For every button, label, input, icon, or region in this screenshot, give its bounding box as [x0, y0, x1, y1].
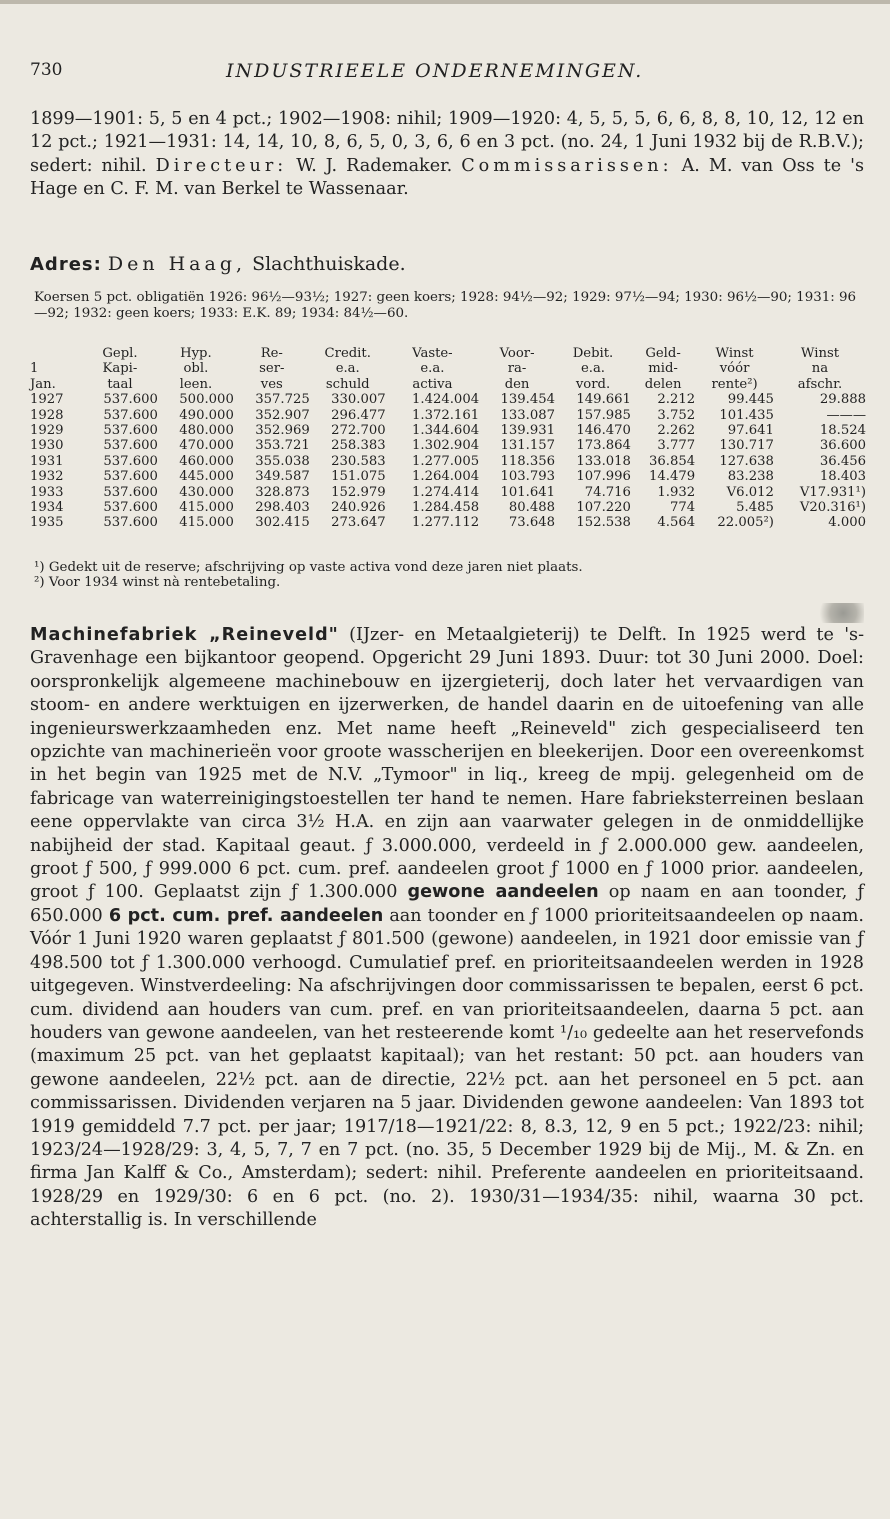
table-cell: 151.075 — [331, 469, 386, 485]
table-row — [30, 515, 866, 530]
table-header-cell: e.a. — [580, 361, 606, 377]
table-body — [30, 392, 866, 531]
table-cell: 480.000 — [179, 423, 234, 439]
table-cell: 353.721 — [255, 438, 310, 454]
table-header-cell: Kapi- — [102, 361, 138, 377]
table-cell: 537.600 — [103, 500, 158, 516]
table-year-cell: 1929 — [30, 423, 64, 439]
commissarissen-label: Commissarissen: — [461, 155, 673, 176]
table-year-cell: 1930 — [30, 438, 64, 454]
table-cell: ——— — [826, 407, 866, 423]
table-header-cell: Gepl. — [102, 346, 138, 361]
table-cell: 139.454 — [500, 392, 556, 408]
table-cell: 130.717 — [719, 438, 774, 454]
table-cell: 445.000 — [179, 469, 234, 485]
table-row — [30, 423, 866, 438]
table-header-cell: Credit. — [324, 346, 371, 361]
table-cell: 298.403 — [255, 500, 310, 516]
table-header-cell: Jan. — [30, 376, 56, 392]
table-header-cell: Winst — [715, 346, 754, 361]
table-cell: 240.926 — [331, 500, 386, 516]
table-header-cell: schuld — [325, 376, 370, 392]
table-cell: 349.587 — [255, 469, 310, 485]
table-header-cell: den — [504, 376, 530, 392]
table-header-cell: Hyp. — [180, 346, 212, 361]
table-cell: 83.238 — [727, 469, 774, 485]
table-header-cell: 1 — [30, 361, 39, 377]
table-cell: 74.716 — [584, 484, 631, 500]
table-cell: 2.212 — [657, 392, 696, 408]
table-header-row — [30, 346, 866, 361]
table-cell: V6.012 — [726, 484, 774, 500]
table-cell: 537.600 — [103, 469, 158, 485]
table-row — [30, 485, 866, 500]
table-cell: 36.600 — [819, 438, 866, 454]
table-cell: 18.403 — [819, 469, 866, 485]
table-cell: 73.648 — [508, 515, 556, 531]
table-header-row — [30, 377, 866, 392]
table-cell: 774 — [670, 500, 696, 516]
table-header-cell: afschr. — [797, 376, 843, 392]
table-cell: 500.000 — [179, 392, 234, 408]
table-year-cell: 1934 — [30, 500, 64, 516]
table-cell: 127.638 — [719, 453, 774, 469]
table-cell: 139.931 — [500, 423, 556, 439]
table-cell: 273.647 — [331, 515, 386, 531]
table-cell: 357.725 — [255, 392, 310, 408]
table-row — [30, 500, 866, 515]
table-cell: 470.000 — [179, 438, 234, 454]
table-cell: 415.000 — [179, 515, 234, 531]
table-cell: 1.277.112 — [411, 515, 480, 531]
table-cell: 1.277.005 — [411, 453, 480, 469]
table-cell: 1.274.414 — [411, 484, 480, 500]
directeur-label: Directeur: — [155, 155, 288, 176]
table-header-cell: vord. — [575, 376, 611, 392]
running-head: INDUSTRIEELE ONDERNEMINGEN. — [226, 60, 644, 82]
page-top-edge — [0, 0, 890, 4]
table-cell: 1.932 — [657, 484, 696, 500]
table-cell: 101.435 — [719, 407, 774, 423]
table-header-cell: Geld- — [645, 346, 681, 361]
koersen-line — [34, 290, 864, 321]
table-year-cell: 1931 — [30, 453, 64, 469]
table-cell: 99.445 — [727, 392, 774, 408]
table-cell: V17.931¹) — [799, 484, 866, 500]
table-cell: 103.793 — [500, 469, 556, 485]
table-cell: 328.873 — [255, 484, 310, 500]
table-year-cell: 1927 — [30, 392, 64, 408]
gewone-aandeelen-heading: gewone aandeelen — [407, 882, 599, 903]
table-cell: 537.600 — [103, 484, 158, 500]
koersen-text: Koersen 5 pct. obligatiën 1926: 96½—93½; 1927: geen koers; 1928: 94½—92; 1929: 97½—94; 1930: 96½—90; 1931: 96—92; 1932: geen koers; 1933: E.K. 89; 1934: 84½—60. — [34, 290, 857, 321]
table-cell: 352.969 — [255, 423, 310, 439]
table-cell: 1.424.004 — [411, 392, 480, 408]
table-header-cell — [30, 346, 82, 361]
table-cell: 3.752 — [657, 407, 696, 423]
table-cell: 4.000 — [828, 515, 866, 531]
table-cell: 2.262 — [657, 423, 696, 439]
table-cell: 133.087 — [500, 407, 556, 423]
table-cell: 22.005²) — [717, 515, 774, 531]
table-cell: 1.264.004 — [411, 469, 480, 485]
table-header-cell: Re- — [260, 346, 283, 361]
intro-paragraph — [30, 108, 864, 202]
table-year-cell: 1932 — [30, 469, 64, 485]
financial-table — [30, 346, 866, 531]
table-header-cell: na — [811, 361, 829, 377]
page-header — [30, 60, 866, 84]
table-header-cell: delen — [644, 376, 682, 392]
table-cell: 537.600 — [103, 515, 158, 531]
table-header-row — [30, 361, 866, 376]
table-cell: 1.302.904 — [411, 438, 480, 454]
table-notes — [34, 560, 864, 590]
table-cell: 415.000 — [179, 500, 234, 516]
table-header-cell: ra- — [507, 361, 527, 377]
table-header-cell: taal — [107, 376, 133, 392]
table-cell: 537.600 — [103, 453, 158, 469]
table-cell: 152.979 — [331, 484, 386, 500]
table-header-cell: rente²) — [711, 376, 758, 392]
firm-text: aan toonder en ƒ 1000 prioriteitsaandeelen op naam. Vóór 1 Juni 1920 waren geplaatst ƒ 801.500 (gewone) aandeelen, in 1921 door emissie van ƒ 498.500 tot ƒ 1.300.000 verhoogd. Cumulatief pref. en prioriteitsaandeelen werden in 1928 uitgegeven. Winstverdeeling: Na afschrijvingen door commissarissen te bepalen, eerst 6 pct. cum. dividend aan houders van cum. pref. en van prioriteitsaandeelen, daarna 5 pct. aan houders van gewone aandeelen, van het resteerende komt ¹/₁₀ gedeelte aan het reservefonds (maximum 25 pct. van het geplaatst kapitaal); van het restant: 50 pct. aan houders van gewone aandeelen, 22½ pct. aan de directie, 22½ pct. aan het personeel en 5 pct. aan commissarissen. Dividenden verjaren na 5 jaar. Dividenden gewone aandeelen: Van 1893 tot 1919 gemiddeld 7.7 pct. per jaar; 1917/18—1921/22: 8, 8.3, 12, 9 en 5 pct.; 1922/23: nihil; 1923/24—1928/29: 3, 4, 5, 7, 7 en 7 pct. (no. 35, 5 December 1929 bij de Mij., M. & Zn. en firma Jan Kalff & Co., Amsterdam); sedert: nihil. Preferente aandeelen en prioriteitsaand. 1928/29 en 1929/30: 6 en 6 pct. (no. 2). 1930/31—1934/35: nihil, waarna 30 pct. achterstallig is. In verschillende — [30, 905, 864, 1231]
table-header — [30, 346, 866, 392]
table-row — [30, 438, 866, 453]
table-cell: 296.477 — [331, 407, 386, 423]
table-header-cell: activa — [412, 376, 453, 392]
table-header-cell: leen. — [179, 376, 213, 392]
table-header-cell: ser- — [259, 361, 285, 377]
firm-text: (IJzer- en Metaalgieterij) te Delft. In 1925 werd te 's-Gravenhage een bijkantoor geopend. Opgericht 29 Juni 1893. Duur: tot 30 Juni 2000. Doel: oorspronkelijk algemeene machinebouw en ijzergieterij, doch later het vervaardigen van stoom- en andere werktuigen en ijzerwerken, de handel daarin en de uitoefening van alle ingenieurswerkzaamheden enz. Met name heeft „Reineveld" zich gespecialiseerd ten opzichte van machinerieën voor groote wasscherijen en bleekerijen. Door een overeenkomst in het begin van 1925 met de N.V. „Tymoor" in liq., kreeg de mpij. gelegenheid om de fabricage van waterreinigingstoestellen ter hand te nemen. Hare fabrieksterreinen beslaan eene oppervlakte van circa 3½ H.A. en zijn aan vaarwater gelegen in de onmiddellijke nabijheid der stad. Kapitaal geaut. ƒ 3.000.000, verdeeld in ƒ 2.000.000 gew. aandeelen, groot ƒ 500, ƒ 999.000 6 pct. cum. pref. aandeelen groot ƒ 1000 en ƒ 1000 prior. aandeelen, groot ƒ 100. Geplaatst zijn ƒ 1.300.000 — [30, 625, 865, 903]
table-cell: 14.479 — [649, 469, 696, 485]
commissarissen-names: A. M. van Oss te 's Hage en C. F. M. van Berkel te Wassenaar. — [30, 155, 865, 200]
table-cell: 3.777 — [657, 438, 696, 454]
table-cell: 537.600 — [103, 392, 158, 408]
table-cell: 1.284.458 — [411, 500, 480, 516]
table-header-cell: Voor- — [499, 346, 535, 361]
table-header-cell: obl. — [183, 361, 209, 377]
firm-name: Machinefabriek „Reineveld" — [30, 625, 339, 645]
table-cell: 18.524 — [819, 423, 866, 439]
table-header-cell: Debit. — [572, 346, 614, 361]
table-cell: 430.000 — [179, 484, 234, 500]
address-street: Slachthuiskade. — [252, 253, 406, 275]
table-cell: 131.157 — [500, 438, 556, 454]
table-header-cell: vóór — [719, 361, 750, 377]
table-cell: 460.000 — [179, 453, 234, 469]
table-cell: 101.641 — [500, 484, 556, 500]
table-year-cell: 1928 — [30, 407, 64, 423]
table-cell: 352.907 — [255, 407, 310, 423]
address-line — [30, 252, 864, 277]
pref-aandeelen-heading: 6 pct. cum. pref. aandeelen — [108, 905, 384, 926]
table-header-cell: Winst — [800, 346, 840, 361]
table-cell: 302.415 — [255, 515, 310, 531]
table-cell: 97.641 — [727, 423, 774, 439]
table-row — [30, 392, 866, 407]
page-number: 730 — [30, 60, 63, 80]
table-cell: 118.356 — [500, 453, 556, 469]
table-header-cell: Vaste- — [412, 346, 453, 361]
financial-table-wrap — [30, 346, 866, 531]
table-cell: 355.038 — [255, 453, 310, 469]
table-cell: 36.854 — [649, 453, 696, 469]
table-cell: 230.583 — [331, 453, 386, 469]
table-note: ¹) Gedekt uit de reserve; afschrijving op vaste activa vond deze jaren niet plaats. — [34, 560, 583, 575]
table-cell: 80.488 — [508, 500, 556, 516]
table-cell: 5.485 — [736, 500, 774, 516]
table-cell: 146.470 — [576, 423, 631, 439]
table-note: ²) Voor 1934 winst nà rentebetaling. — [34, 575, 281, 590]
table-cell: V20.316¹) — [799, 500, 866, 516]
table-cell: 490.000 — [179, 407, 234, 423]
dividend-history: 1899—1901: 5, 5 en 4 pct.; 1902—1908: nihil; 1909—1920: 4, 5, 5, 5, 6, 6, 8, 8, 10, 12, 12 en 12 pct.; 1921—1931: 14, 14, 10, 8, 6, 5, 0, 3, 6, 6 en 3 pct. (no. 24, 1 Juni 1932 bij de R.B.V.); sedert: nihil. — [30, 109, 864, 176]
table-row — [30, 469, 866, 484]
table-cell: 537.600 — [103, 423, 158, 439]
address-label: Adres: — [30, 254, 102, 275]
directeur-name: W. J. Rademaker. — [296, 155, 453, 176]
table-cell: 173.864 — [576, 438, 631, 454]
table-cell: 1.372.161 — [411, 407, 480, 423]
table-cell: 272.700 — [331, 423, 386, 439]
firm-paragraph — [30, 624, 864, 1233]
table-cell: 330.007 — [331, 392, 386, 408]
table-header-cell: ves — [260, 376, 283, 392]
table-cell: 107.220 — [576, 500, 631, 516]
table-cell: 258.383 — [331, 438, 386, 454]
firm-text: op naam en aan toonder, ƒ 650.000 — [30, 882, 864, 926]
table-cell: 29.888 — [819, 392, 866, 408]
table-header-cell: mid- — [648, 361, 678, 377]
table-row — [30, 454, 866, 469]
table-cell: 36.456 — [819, 453, 866, 469]
table-header-cell: e.a. — [335, 361, 360, 377]
table-cell: 107.996 — [576, 469, 631, 485]
table-cell: 152.538 — [576, 515, 631, 531]
ink-smudge — [812, 603, 864, 623]
table-cell: 133.018 — [576, 453, 631, 469]
table-year-cell: 1933 — [30, 484, 64, 500]
table-cell: 537.600 — [103, 407, 158, 423]
table-cell: 4.564 — [657, 515, 696, 531]
table-header-cell: e.a. — [420, 361, 445, 377]
table-cell: 1.344.604 — [411, 423, 480, 439]
table-cell: 537.600 — [103, 438, 158, 454]
address-city: Den Haag, — [107, 253, 247, 275]
table-cell: 149.661 — [576, 392, 631, 408]
table-year-cell: 1935 — [30, 515, 64, 531]
table-row — [30, 408, 866, 423]
table-cell: 157.985 — [576, 407, 631, 423]
